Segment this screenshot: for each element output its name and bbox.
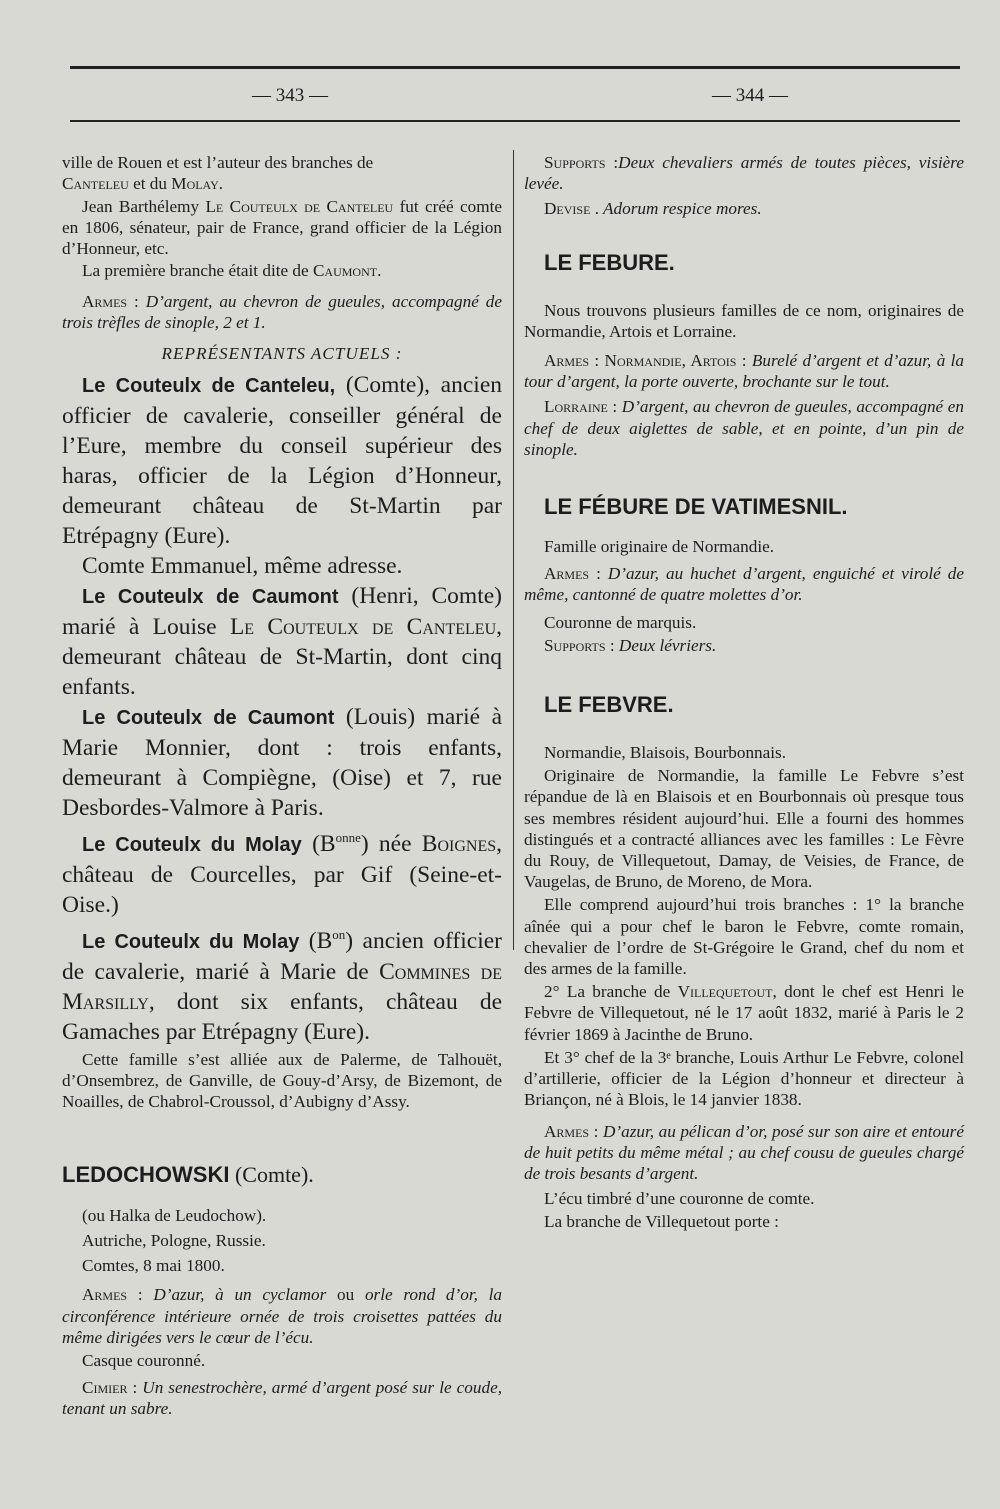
devise-label: Devise . bbox=[544, 199, 600, 219]
p3-pre: 2° La branche de bbox=[544, 982, 678, 1002]
intro-paragraph bbox=[62, 152, 502, 194]
cimier-text: Un senestrochère, armé d’argent posé sur le coude, tenant un sabre. bbox=[62, 1378, 502, 1419]
intro-text: ville de Rouen et est l’auteur des branches de bbox=[62, 153, 374, 172]
entry-text: (Comte), ancien officier de cavalerie, conseiller général de l’Eure, membre du conseil supérieur des haras, officier de la Légion d’Honneur, demeurant château de St-Martin par Etrépagny (Eure). bbox=[62, 372, 502, 550]
armes-text: D’azur, au huchet d’argent, enguiché et virolé de même, cantonné de quatre molettes d’or. bbox=[524, 564, 964, 605]
supports-text: Deux lévriers. bbox=[614, 635, 717, 655]
febvre-branche: La branche de Villequetout porte : bbox=[544, 1212, 779, 1232]
armes-text: D’argent, au chevron de gueules, accompagné en chef de deux aiglettes de sable, et en pointe, d’un pin de sinople. bbox=[524, 397, 964, 459]
entry-molay-baron bbox=[62, 920, 502, 1047]
ledochowski-line: (ou Halka de Leudochow). bbox=[82, 1205, 267, 1225]
febure-text: Nous trouvons plusieurs familles de ce nom, originaires de Normandie, Artois et Lorraine. bbox=[524, 300, 964, 341]
column-divider bbox=[513, 150, 514, 950]
entry-text: ) née bbox=[360, 831, 422, 858]
entry-name: Le Couteulx de Canteleu, bbox=[82, 375, 336, 398]
entry-text: , demeurant château de St-Martin, dont cinq enfants. bbox=[62, 614, 502, 701]
supports-text: Deux chevaliers armés de toutes pièces, visière levée. bbox=[524, 153, 964, 194]
entry-text: (B bbox=[299, 928, 333, 955]
febvre-ecu: L’écu timbré d’une couronne de comte. bbox=[544, 1189, 815, 1209]
devise-text: Adorum respice mores. bbox=[599, 199, 762, 219]
maiden-name: Boignes bbox=[421, 831, 497, 858]
febure-heading: LE FEBURE. bbox=[544, 249, 675, 275]
devise-line bbox=[524, 198, 964, 219]
armes-text: orle rond d’or, la circonférence intérieure ornée de trois croisettes pattées du même dirigées vers le cœur de l’écu. bbox=[62, 1285, 502, 1347]
branch-name: Molay bbox=[171, 174, 219, 193]
armes-province: Lorraine : bbox=[544, 397, 618, 417]
armes-label: Armes : bbox=[544, 564, 601, 584]
ledochowski-armes bbox=[62, 1284, 502, 1348]
entry-name: Le Couteulx du Molay bbox=[82, 834, 302, 857]
branch-name: Canteleu bbox=[62, 174, 129, 193]
ledochowski-casque: Casque couronné. bbox=[82, 1350, 206, 1370]
ledochowski-line: Comtes, 8 mai 1800. bbox=[82, 1256, 225, 1276]
branch-name: Villequetout bbox=[677, 982, 773, 1002]
jean-post: fut créé comte en 1806, sénateur, pair de France, grand officier de la Légion d’Honneur, etc. bbox=[62, 197, 502, 259]
armes-text: D’argent, au chevron de gueules, accompagné de trois trèfles de sinople, 2 et 1. bbox=[62, 291, 502, 333]
entry-text: , château de Courcelles, par Gif (Seine-et-Oise.) bbox=[62, 831, 502, 919]
alliances-paragraph: Cette famille s’est alliée aux de Palerme, de Talhouët, d’Onsembrez, de Ganville, de Gouy-d’Arsy, de Bizemont, de Noailles, de Chabrol-Croussol, d’Aubigny d’Assy. bbox=[62, 1050, 502, 1112]
jean-pre: Jean Barthélemy bbox=[82, 197, 206, 216]
page-343-column bbox=[62, 152, 502, 1420]
jean-name: Le Couteulx de Canteleu bbox=[205, 197, 394, 216]
entry-text: (Louis) marié à Marie Monnier, dont : trois enfants, demeurant à Compiègne, (Oise) et 7, rue Desbordes-Valmore à Paris. bbox=[62, 704, 502, 822]
family-heading: LEDOCHOWSKI bbox=[62, 1161, 230, 1187]
entry-caumont-henri bbox=[62, 581, 502, 702]
vatimesnil-couronne: Couronne de marquis. bbox=[544, 612, 697, 632]
premiere-post: . bbox=[377, 260, 382, 280]
armes-text: Burelé d’argent et d’azur, à la tour d’argent, la porte ouverte, brochante sur le tout. bbox=[524, 351, 964, 392]
vatimesnil-supports bbox=[524, 635, 964, 656]
entry-name: Le Couteulx du Molay bbox=[82, 931, 300, 954]
premiere-branche bbox=[62, 260, 502, 281]
supports-line bbox=[524, 152, 964, 194]
header-rule bbox=[70, 120, 960, 122]
entry-canteleu bbox=[62, 370, 502, 551]
representants-heading: REPRÉSENTANTS ACTUELS : bbox=[161, 344, 403, 364]
p3-post: , dont le chef est Henri le Febvre de Villequetout, né le 17 août 1832, marié à Paris le 2 février 1869 à Jacinthe de Bruno. bbox=[524, 982, 964, 1044]
febvre-paragraph-3 bbox=[524, 981, 964, 1045]
febvre-paragraph-1: Originaire de Normandie, la famille Le Febvre s’est répandue de là en Blaisois et en Bourbonnais où presque tous ses membres résident aujourd’hui. Elle a fourni des hommes distingués et a contracté alliances avec les familles : Le Fèvre du Rouy, de Villequetout, Damay, de Veisies, de France, de Vaugelas, de Bruno, de Moreno, de Mora. bbox=[524, 766, 964, 892]
premiere-pre: La première branche était dite de bbox=[82, 260, 313, 280]
entry-caumont-louis bbox=[62, 702, 502, 823]
jean-paragraph bbox=[62, 196, 502, 260]
armes-canteleu bbox=[62, 291, 502, 333]
spouse-name: Commines de Marsilly bbox=[62, 959, 502, 1016]
vatimesnil-armes bbox=[524, 563, 964, 605]
armes-label: Armes : bbox=[544, 1121, 599, 1141]
entry-text: ) ancien officier de cavalerie, marié à Marie de bbox=[62, 928, 503, 986]
cimier-label: Cimier : bbox=[82, 1378, 138, 1398]
title-superscript: onne bbox=[335, 830, 361, 846]
supports-label: Supports : bbox=[544, 635, 615, 655]
entry-name: Le Couteulx de Caumont bbox=[82, 707, 335, 730]
page-number-right: — 344 — bbox=[712, 85, 788, 106]
armes-province: Normandie, Artois : bbox=[599, 351, 747, 371]
spouse-name: Le Couteulx de Canteleu bbox=[229, 614, 497, 641]
armes-text: D’azur, à un cyclamor bbox=[142, 1285, 338, 1305]
ledochowski-line: Autriche, Pologne, Russie. bbox=[82, 1230, 266, 1250]
febvre-regions: Normandie, Blaisois, Bourbonnais. bbox=[544, 743, 787, 763]
armes-text: D’azur, au pélican d’or, posé sur son aire et entouré de huit petits du même métal ; au chef cousu de gueules chargé de trois besants d’argent. bbox=[524, 1121, 964, 1183]
intro-period: . bbox=[218, 174, 224, 193]
vatimesnil-origin: Famille originaire de Normandie. bbox=[544, 537, 775, 557]
febvre-paragraph-4: Et 3° chef de la 3ᵉ branche, Louis Arthur Le Febvre, colonel d’artillerie, officier de la Légion d’honneur et directeur à Briançon, né à Blois, le 14 janvier 1838. bbox=[524, 1047, 964, 1110]
febvre-heading: LE FEBVRE. bbox=[544, 692, 674, 718]
ledochowski-cimier bbox=[62, 1377, 502, 1419]
page-344-column bbox=[524, 152, 964, 1233]
febure-armes-1 bbox=[524, 350, 964, 392]
page-number-left: — 343 — bbox=[252, 85, 328, 106]
heading-suffix: (Comte). bbox=[229, 1161, 314, 1187]
top-rule bbox=[70, 66, 960, 69]
armes-label: Armes : bbox=[544, 351, 600, 371]
armes-conjunction: ou bbox=[337, 1285, 355, 1305]
entry-molay-baronne bbox=[62, 823, 502, 920]
febure-armes-2 bbox=[524, 396, 964, 460]
entry-text: (Henri, Comte) marié à Louise bbox=[62, 583, 502, 641]
intro-conjunction: et du bbox=[128, 174, 172, 193]
title-superscript: on bbox=[332, 927, 346, 943]
febvre-armes bbox=[524, 1121, 964, 1185]
ledochowski-heading bbox=[62, 1161, 502, 1189]
entry-text: (B bbox=[301, 831, 336, 858]
vatimesnil-heading: LE FÉBURE DE VATIMESNIL. bbox=[544, 494, 848, 520]
entry-text: , dont six enfants, château de Gamaches par Etrépagny (Eure). bbox=[62, 989, 502, 1046]
entry-emmanuel: Comte Emmanuel, même adresse. bbox=[82, 553, 403, 580]
armes-label: Armes : bbox=[82, 1285, 143, 1305]
entry-name: Le Couteulx de Caumont bbox=[82, 586, 339, 609]
febvre-paragraph-2: Elle comprend aujourd’hui trois branches : 1° la branche aînée qui a pour chef le baron le Febvre, comte romain, chevalier de l’ordre de St-Grégoire le Grand, chef du nom et des armes de la famille. bbox=[524, 895, 964, 979]
premiere-name: Caumont bbox=[312, 260, 378, 280]
armes-label: Armes : bbox=[82, 291, 139, 311]
supports-label: Supports : bbox=[544, 153, 619, 172]
